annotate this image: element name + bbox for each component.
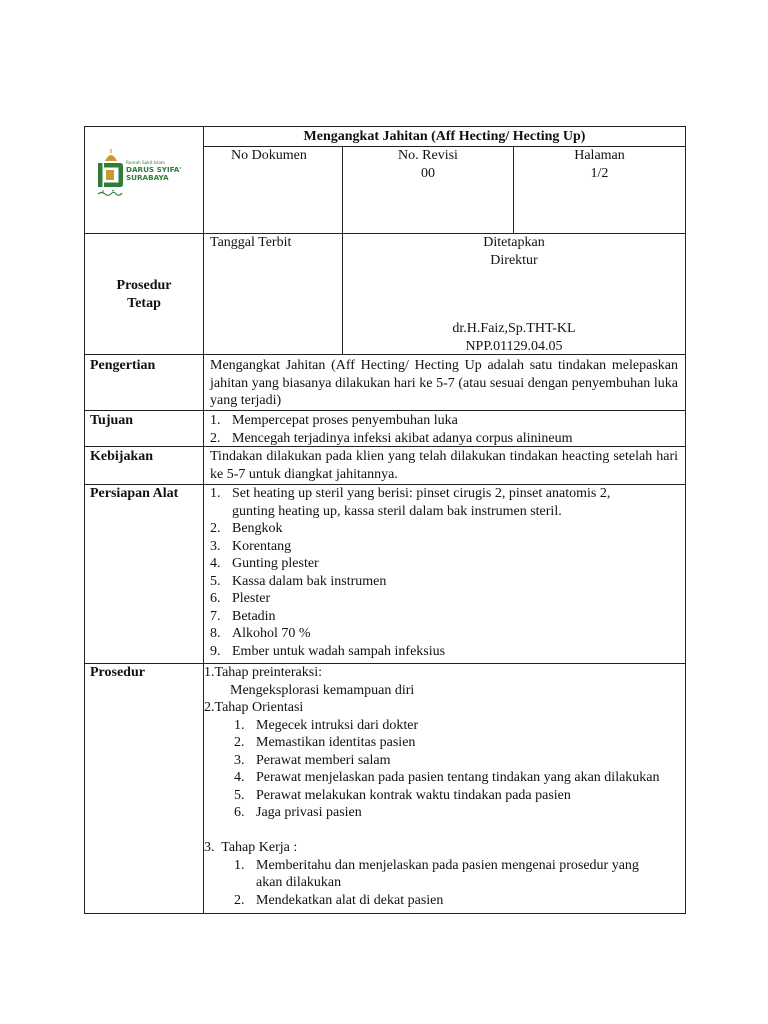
- prosedur-stage1-text: Mengeksplorasi kemampuan diri: [230, 682, 415, 698]
- persiapan-alat-label: Persiapan Alat: [90, 486, 179, 501]
- logo-line1: Rumah Sakit Islam: [126, 160, 166, 165]
- pengertian-label: Pengertian: [90, 358, 156, 373]
- halaman-label: Halaman: [574, 148, 625, 163]
- list-item: 6. Jaga privasi pasien: [234, 805, 362, 820]
- sop-document: [84, 126, 686, 914]
- ditetapkan-cell: [342, 233, 686, 355]
- kebijakan-label: Kebijakan: [90, 449, 154, 464]
- no-revisi-label: No. Revisi: [398, 148, 458, 163]
- list-item: 2. Mendekatkan alat di dekat pasien: [234, 892, 444, 908]
- prosedur-stage3-list: [228, 857, 668, 910]
- prosedur-stage2-title: 2.Tahap Orientasi: [204, 700, 304, 715]
- prosedur-stage2-list: [228, 717, 668, 822]
- prosedur-label-cell: [84, 663, 204, 914]
- prosedur-tetap-line1: Prosedur: [116, 278, 172, 293]
- list-item: 7. Betadin: [210, 608, 276, 624]
- director-name: dr.H.Faiz,Sp.THT-KL: [452, 321, 576, 336]
- tujuan-label: Tujuan: [90, 413, 134, 428]
- persiapan-alat-list: [204, 485, 644, 660]
- director-npp: NPP.01129.04.05: [465, 338, 563, 354]
- list-item: 1. Memberitahu dan menjelaskan pada pasien mengenai prosedur yang akan dilakukan: [234, 857, 639, 890]
- pengertian-content-cell: [203, 354, 686, 411]
- prosedur-tetap-cell: [84, 233, 204, 355]
- pengertian-label-cell: [84, 354, 204, 411]
- kebijakan-text: Tindakan dilakukan pada klien yang telah dilakukan tindakan heacting setelah hari ke 5-7 untuk diangkat jahitannya.: [210, 449, 678, 482]
- list-item: 1. Megecek intruksi dari dokter: [234, 717, 419, 733]
- no-dokumen-cell: [203, 146, 343, 234]
- halaman-cell: [513, 146, 686, 234]
- prosedur-stage3-title: 3. Tahap Kerja :: [204, 840, 298, 855]
- list-item: 2. Mencegah terjadinya infeksi akibat adanya corpus alinineum: [210, 430, 573, 446]
- list-item: 5. Kassa dalam bak instrumen: [210, 573, 387, 589]
- kebijakan-label-cell: [84, 446, 204, 485]
- list-item: 2. Bengkok: [210, 521, 283, 536]
- direktur-label: Direktur: [490, 252, 538, 268]
- list-item: 9. Ember untuk wadah sampah infeksius: [210, 643, 446, 659]
- list-item: 6. Plester: [210, 591, 271, 606]
- persiapan-alat-content-cell: [203, 484, 686, 664]
- halaman-value: 1/2: [590, 165, 609, 181]
- tanggal-terbit-cell: [203, 233, 343, 355]
- no-dokumen-label: No Dokumen: [231, 148, 307, 163]
- prosedur-stage1-title: 1.Tahap preinteraksi:: [204, 665, 322, 680]
- prosedur-content-cell: [203, 663, 686, 914]
- list-item: 4. Gunting plester: [210, 556, 319, 571]
- no-revisi-cell: [342, 146, 514, 234]
- pengertian-text: Mengangkat Jahitan (Aff Hecting/ Hecting Up adalah satu tindakan melepaskan jahitan yang biasanya dilakukan hari ke 5-7 (atau sesuai dengan penyembuhan luka yang terjadi): [210, 358, 678, 408]
- list-item: 2. Memastikan identitas pasien: [234, 735, 416, 750]
- persiapan-alat-label-cell: [84, 484, 204, 664]
- document-title-cell: [203, 126, 686, 147]
- list-item: 4. Perawat menjelaskan pada pasien tentang tindakan yang akan dilakukan: [234, 770, 660, 785]
- prosedur-tetap-line2: Tetap: [127, 295, 161, 311]
- prosedur-label: Prosedur: [90, 665, 145, 680]
- list-item: 3. Korentang: [210, 538, 292, 554]
- list-item: 5. Perawat melakukan kontrak waktu tindakan pada pasien: [234, 787, 571, 803]
- tujuan-label-cell: [84, 410, 204, 447]
- list-item: 1. Set heating up steril yang berisi: pinset cirugis 2, pinset anatomis 2, gunting heating up, kassa steril dalam bak instrumen steril.: [210, 486, 611, 519]
- kebijakan-content-cell: [203, 446, 686, 485]
- tanggal-terbit-label: Tanggal Terbit: [210, 235, 292, 250]
- list-item: 1. Mempercepat proses penyembuhan luka: [210, 413, 458, 428]
- hospital-logo: [95, 147, 191, 207]
- list-item: 3. Perawat memberi salam: [234, 752, 391, 768]
- document-title: Mengangkat Jahitan (Aff Hecting/ Hecting Up): [303, 129, 586, 144]
- tujuan-content-cell: [203, 410, 686, 447]
- logo-line2: DARUS SYIFA': [126, 165, 182, 174]
- tujuan-list: [204, 412, 679, 447]
- logo-line3: SURABAYA: [126, 173, 169, 182]
- list-item: 8. Alkohol 70 %: [210, 626, 311, 641]
- ditetapkan-label: Ditetapkan: [483, 235, 545, 250]
- no-revisi-value: 00: [421, 165, 435, 181]
- logo-cell: [84, 126, 204, 234]
